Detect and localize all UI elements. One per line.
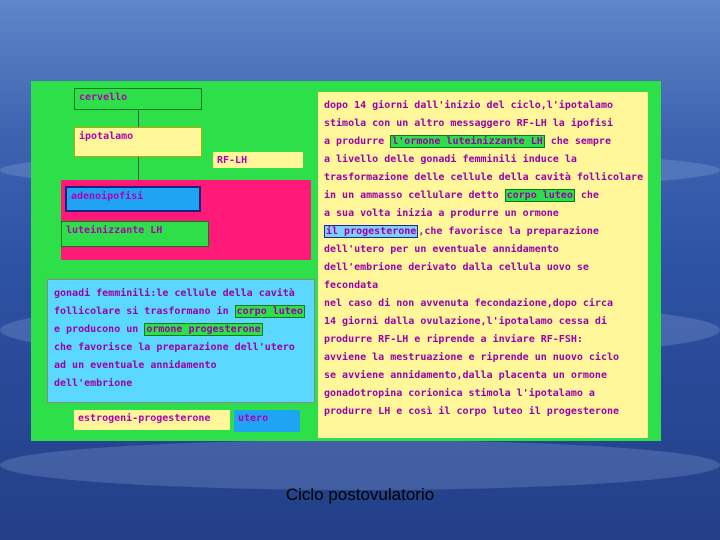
rf-lh-label: RF-LH [217,155,248,166]
luteinizzante-label: luteinizzante LH [66,225,163,236]
description-line: a livello delle gonadi femminili induce la [324,154,577,165]
ormone-highlight: ormone progesterone [146,324,261,335]
adenoipofisi-label: adenoipofisi [71,191,144,202]
luteinizzante-box [61,221,209,247]
corpo-luteo-highlight: corpo luteo [236,306,303,317]
utero-box [234,410,300,432]
gonadi-line: dell'embrione [54,378,133,389]
description-line: 14 giorni dalla ovulazione,l'ipotalamo cessa di [324,316,607,327]
progesterone-highlight: il progesterone [326,226,417,237]
description-line: trasformazione delle cellule della cavità follicolare [324,172,644,183]
gonadi-line: che favorisce la preparazione dell'utero [54,342,295,353]
gonadi-box [47,279,315,403]
connector [138,157,139,180]
description-line: stimola con un altro messaggero RF-LH la ipofisi [324,118,613,129]
rf-lh-box [213,152,303,168]
description-line: a sua volta inizia a produrre un ormone [324,208,559,219]
description-box [318,92,648,438]
description-line: nel caso di non avvenuta fecondazione,dopo circa [324,298,613,309]
ormone-lh-highlight: l'ormone luteinizzante LH [392,136,543,147]
description-line: gonadotropina corionica stimola l'ipotalamo a [324,388,595,399]
estrogeni-label: estrogeni-progesterone [78,413,211,424]
cervello-label: cervello [79,92,128,103]
gonadi-line: gonadi femminili:le cellule della cavità [54,288,295,299]
description-line: il progesterone ,che favorisce la preparazione [326,226,599,237]
description-line: avviene la mestruazione e riprende un nuovo ciclo [324,352,620,363]
ipotalamo-label: ipotalamo [79,131,134,142]
cervello-box [74,88,202,110]
description-line: dopo 14 giorni dall'inizio del ciclo,l'ipotalamo [324,100,613,111]
description-line: in un ammasso cellulare detto corpo luteo che [324,190,599,201]
corpo-luteo-highlight: corpo luteo [506,190,573,201]
description-line: produrre RF-LH e riprende a inviare RF-FSH: [324,334,583,345]
ipotalamo-box [74,127,202,157]
description-line: se avviene annidamento,dalla placenta un ormone [324,370,607,381]
description-line: produrre LH e così il corpo luteo il progesterone [324,406,620,417]
utero-label: utero [238,413,269,424]
gonadi-line: ad un eventuale annidamento [54,360,217,371]
gonadi-line: e producono un ormone progesterone [54,324,261,335]
slide-caption: Ciclo postovulatorio [285,485,435,504]
estrogeni-box [74,410,230,430]
connector [138,110,139,127]
description-line: a produrre l'ormone luteinizzante LH che sempre [324,136,611,147]
description-line: dell'utero per un eventuale annidamento [324,244,559,255]
adenoipofisi-box [65,186,201,212]
description-line: fecondata [324,280,379,291]
gonadi-line: follicolare si trasformano in corpo luteo [54,306,303,317]
description-line: dell'embrione derivato dalla cellula uovo se [324,262,589,273]
